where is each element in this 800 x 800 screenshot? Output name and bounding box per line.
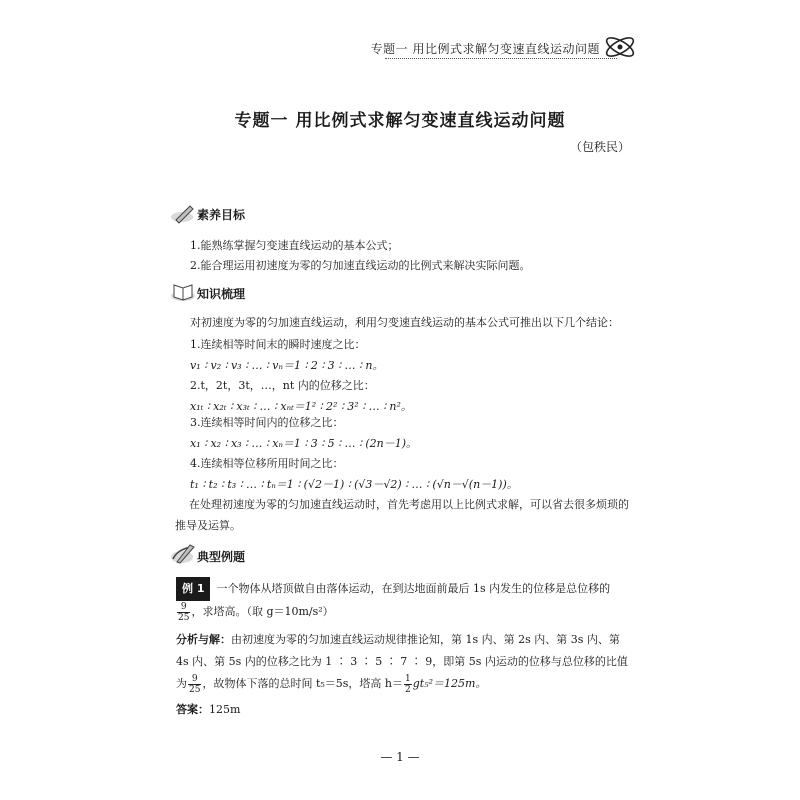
page-number: — 1 —	[380, 750, 420, 764]
page-title: 专题一 用比例式求解匀变速直线运动问题	[234, 111, 566, 131]
conclusion-2-formula: x₁ₜ ∶ x₂ₜ ∶ x₃ₜ ∶ … ∶ xₙₜ＝1² ∶ 2² ∶ 3² ∶ … ∶ n²。	[190, 400, 412, 413]
answer-label: 答案：	[176, 703, 209, 716]
author: （包秩民）	[569, 140, 630, 154]
atom-orbit-icon	[602, 32, 638, 62]
answer	[176, 699, 636, 721]
conclusion-4-title: 4.连续相等位移所用时间之比：	[190, 457, 344, 470]
fraction-9-25-b: $\frac{9}{25}$	[189, 673, 201, 695]
example-1-question-cont	[176, 601, 636, 623]
conclusion-1-formula: v₁ ∶ v₂ ∶ v₃ ∶ … ∶ vₙ＝1 ∶ 2 ∶ 3 ∶ … ∶ n。	[190, 359, 384, 372]
example-1-text-a: 一个物体从塔顶做自由落体运动，在到达地面前最后 1s 内发生的位移是总位移的	[216, 582, 611, 595]
running-header: 专题一 用比例式求解匀变速直线运动问题	[370, 42, 600, 56]
example-1-question	[176, 577, 636, 601]
knowledge-heading: 知识梳理	[197, 287, 246, 301]
book-icon	[170, 280, 196, 302]
goal-item-1: 1.能熟练掌握匀变速直线运动的基本公式；	[190, 239, 399, 252]
conclusion-2-title: 2.t，2t，3t，…，nt 内的位移之比：	[190, 379, 375, 392]
knowledge-closing: 在处理初速度为零的匀加速直线运动时，首先考虑用以上比例式求解，可以省去很多烦琐的推导及运算。	[175, 498, 629, 532]
analysis-text-a: 由初速度为零的匀加速直线运动规律推论知，第 1s 内、第 2s 内、第 3s 内、第 4s 内、第 5s 内的位移之比为 1 ∶ 3 ∶ 5 ∶ 7 ∶ 9，即第 5s 内运动的位移与总位移的比值为	[176, 633, 628, 690]
answer-value: 125m	[209, 703, 241, 716]
pencil-swirl-icon	[170, 543, 196, 565]
pen-icon	[170, 202, 196, 224]
conclusion-3-title: 3.连续相等时间内的位移之比：	[190, 416, 344, 429]
analysis-text-b: ，故物体下落的总时间 t₅＝5s，塔高 h＝	[202, 677, 404, 690]
conclusion-4-formula: t₁ ∶ t₂ ∶ t₃ ∶ … ∶ tₙ＝1 ∶ (√2－1) ∶ (√3－√2) ∶ … ∶ (√n－√(n－1))。	[190, 478, 518, 491]
example-1-label: 例 1	[176, 577, 210, 601]
header-divider	[385, 58, 617, 59]
examples-heading: 典型例题	[197, 550, 246, 564]
conclusion-1-title: 1.连续相等时间末的瞬时速度之比：	[190, 338, 366, 351]
fraction-1-2: $\frac{1}{2}$	[405, 673, 411, 695]
analysis-label: 分析与解：	[176, 633, 231, 646]
fraction-9-25: $\frac{9}{25}$	[178, 601, 190, 623]
conclusion-3-formula: x₁ ∶ x₂ ∶ x₃ ∶ … ∶ xₙ＝1 ∶ 3 ∶ 5 ∶ … ∶ (2n－1)。	[190, 437, 418, 450]
example-1	[176, 577, 636, 721]
goals-heading: 素养目标	[197, 208, 246, 222]
analysis	[176, 629, 636, 695]
analysis-text-c: gt₅²＝125m。	[412, 677, 487, 690]
knowledge-intro: 对初速度为零的匀加速直线运动，利用匀变速直线运动的基本公式可推出以下几个结论：	[190, 316, 619, 329]
example-1-text-b: ，求塔高。（取 g＝10m/s²）	[191, 605, 334, 618]
goal-item-2: 2.能合理运用初速度为零的匀加速直线运动的比例式来解决实际问题。	[190, 259, 531, 272]
